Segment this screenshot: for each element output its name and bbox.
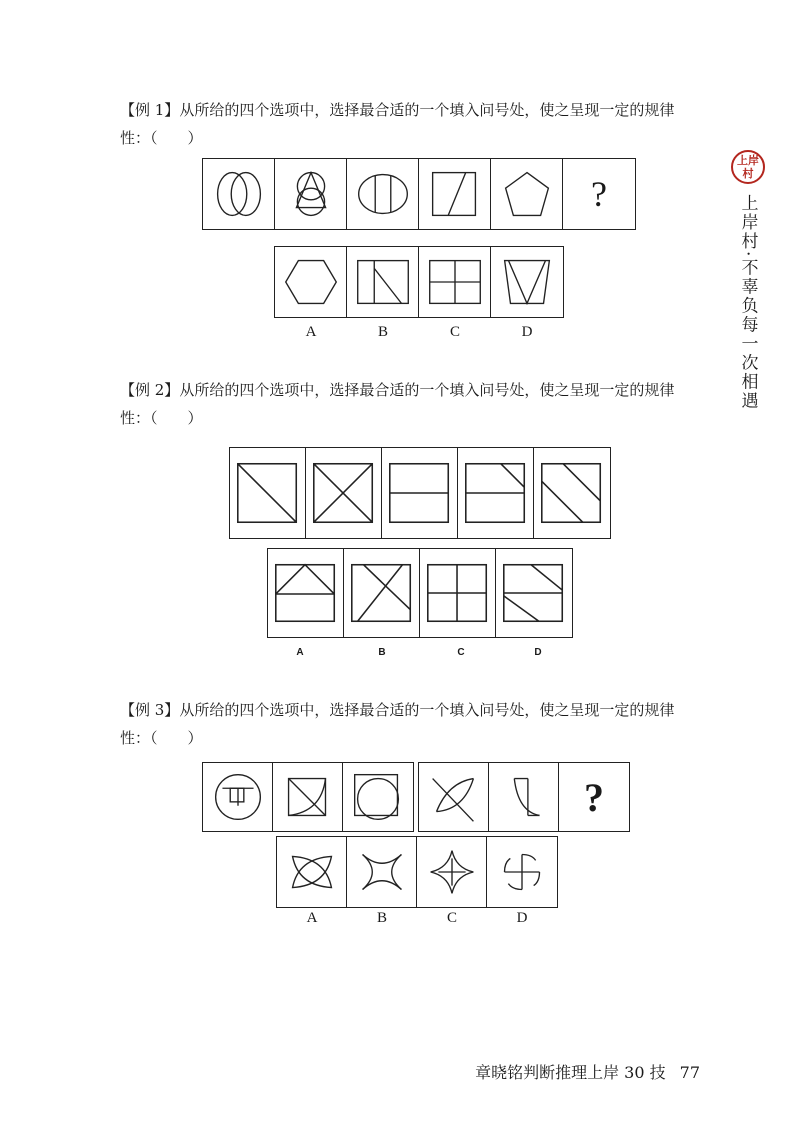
q1-option-b[interactable] [346,246,420,318]
q1-stem-5 [490,158,564,230]
question-2-label: 【例 2】 [120,381,180,399]
q3-label-d: D [516,910,528,926]
q3-stem-2 [272,762,344,832]
q1-label-a: A [305,324,317,340]
q2-option-a[interactable] [267,548,345,638]
q2-label-a: A [296,647,304,658]
sidebar-brand [728,150,768,410]
question-1-text: 从所给的四个选项中，选择最合适的一个填入问号处，使之呈现一定的规律性：（ ） [120,101,675,147]
q2-square-offset-x-icon [344,549,420,637]
question-3-label: 【例 3】 [120,701,180,719]
q2-stem-3 [381,447,459,539]
q2-option-c[interactable] [419,548,497,638]
q3-leaf-line-icon [419,763,489,831]
q1-two-ellipses-icon [203,159,275,229]
q3-option-c[interactable] [416,836,488,908]
q2-stem-1 [229,447,307,539]
q3-label-a: A [306,910,318,926]
q3-stem-1 [202,762,274,832]
q1-stem-1 [202,158,276,230]
q2-square-x-icon [306,448,382,538]
seal-text: 上岸村 [737,154,759,180]
question-3-text: 从所给的四个选项中，选择最合适的一个填入问号处，使之呈现一定的规律性：（ ） [120,701,675,747]
q2-square-hline-corner-icon [458,448,534,538]
q3-pinwheel-icon [487,837,557,907]
page-number: 77 [679,1063,700,1082]
q1-label-c: C [449,324,460,340]
q2-stem-5 [533,447,611,539]
q1-pentagon-icon [491,159,563,229]
sidebar-motto: 上岸村·不辜负每一次相遇 [737,194,758,411]
question-3 [120,696,700,752]
q3-crossed-leaves-icon [277,837,347,907]
q3-square-circle-icon [343,763,413,831]
q3-label-c: C [446,910,457,926]
brand-seal-icon [731,150,765,184]
footer-book-title: 章晓铭判断推理上岸 30 技 [475,1063,666,1082]
q1-question-mark: ? [591,174,607,214]
q2-house-icon [268,549,344,637]
q1-rect-cross-icon [419,247,491,317]
q1-stem-2 [274,158,348,230]
q1-ellipse-lines-icon [347,159,419,229]
q3-label-b: B [376,910,387,926]
q3-circle-t-icon [203,763,273,831]
q1-option-c[interactable] [418,246,492,318]
q1-question-cell [562,158,636,230]
q2-option-b[interactable] [343,548,421,638]
q1-circles-triangle-icon [275,159,347,229]
q2-stem-4 [457,447,535,539]
q3-option-d[interactable] [486,836,558,908]
q3-stem-5 [488,762,560,832]
q2-square-hline-icon [382,448,458,538]
q3-option-b[interactable] [346,836,418,908]
q3-star-curves-icon [417,837,487,907]
q1-stem-4 [418,158,492,230]
page-footer [461,1060,700,1083]
q1-option-d[interactable] [490,246,564,318]
q1-label-d: D [521,324,533,340]
q3-stem-4 [418,762,490,832]
question-1-label: 【例 1】 [120,101,180,119]
q2-label-b: B [378,647,386,658]
q3-question-cell [558,762,630,832]
question-1 [120,96,700,152]
q1-stem-3 [346,158,420,230]
q3-square-arc-icon [273,763,343,831]
q3-corner-arc-icon [489,763,559,831]
q2-square-zigzag-icon [496,549,572,637]
q3-question-mark: ? [584,774,604,820]
q1-hexagon-icon [275,247,347,317]
q1-label-b: B [377,324,388,340]
q2-square-diagonal-icon [230,448,306,538]
q1-square-diagonal-icon [419,159,491,229]
q2-label-d: D [534,647,542,658]
q1-trapezoid-v-icon [491,247,563,317]
q3-option-a[interactable] [276,836,348,908]
q2-stem-2 [305,447,383,539]
question-2-text: 从所给的四个选项中，选择最合适的一个填入问号处，使之呈现一定的规律性：（ ） [120,381,675,427]
q3-concave-x-icon [347,837,417,907]
q2-option-d[interactable] [495,548,573,638]
q1-option-a[interactable] [274,246,348,318]
q1-rect-diagonal-icon [347,247,419,317]
q3-stem-3 [342,762,414,832]
q2-square-cross-icon [420,549,496,637]
q2-label-c: C [457,647,465,658]
question-2 [120,376,700,432]
q2-square-two-diagonals-icon [534,448,610,538]
